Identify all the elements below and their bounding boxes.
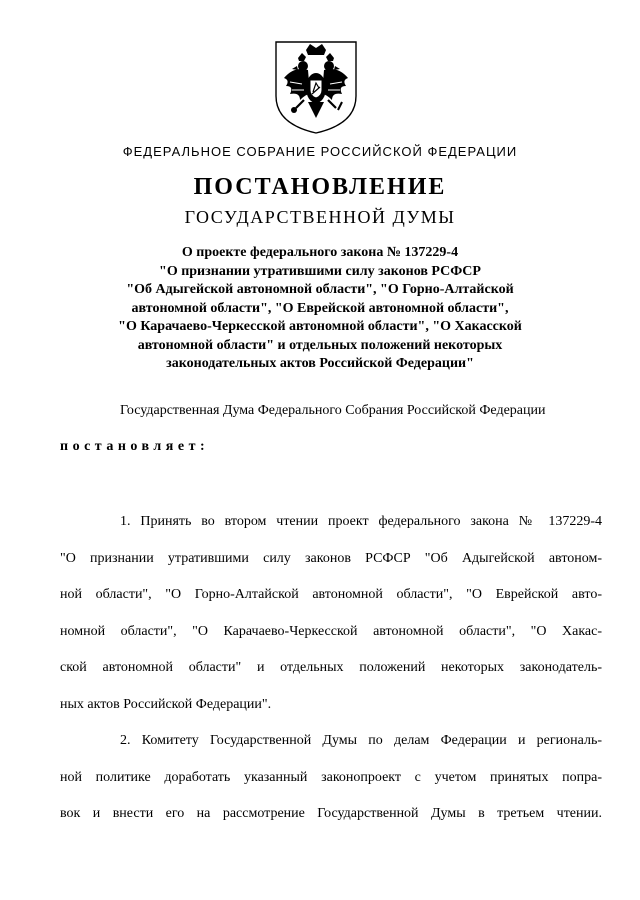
- paragraph-line: вок и внести его на рассмотрение Государственной Думы в третьем чтении.: [60, 806, 602, 821]
- resolves-word: постановляет:: [60, 439, 210, 454]
- coat-of-arms-icon: [268, 36, 364, 136]
- title-line: автономной области", "О Еврейской автономной области",: [131, 300, 509, 316]
- title-line: автономной области" и отдельных положений некоторых: [137, 337, 503, 353]
- preamble: Государственная Дума Федерального Собрания Российской Федерации: [120, 403, 546, 418]
- title-line: "О Карачаево-Черкесской автономной области", "О Хакасской: [118, 319, 522, 334]
- paragraph-line: ной области", "О Горно-Алтайской автономной области", "О Еврейской авто-: [60, 587, 602, 602]
- paragraph-1: [60, 504, 602, 723]
- document-type: ПОСТАНОВЛЕНИЕ: [193, 174, 447, 200]
- emblem-drawing: [268, 36, 364, 136]
- paragraph-line: 2. Комитету Государственной Думы по делам Федерации и региональ-: [120, 733, 602, 748]
- paragraph-line: ной политике доработать указанный законопроект с учетом принятых попра-: [60, 769, 602, 785]
- title-line: законодательных актов Российской Федерации": [166, 356, 474, 371]
- paragraph-line: 1. Принять во втором чтении проект федерального закона № 137229-4: [120, 514, 602, 529]
- title-line: "О признании утратившими силу законов РСФСР: [159, 263, 481, 279]
- title-line: О проекте федерального закона № 137229-4: [181, 245, 459, 260]
- resolution-title: [100, 244, 540, 374]
- paragraph-line: номной области", "О Карачаево-Черкесской автономной области", "О Хакас-: [60, 623, 602, 639]
- paragraph-2: [60, 723, 602, 833]
- document-issuer: ГОСУДАРСТВЕННОЙ ДУМЫ: [184, 207, 456, 227]
- assembly-name: ФЕДЕРАЛЬНОЕ СОБРАНИЕ РОССИЙСКОЙ ФЕДЕРАЦИИ: [122, 144, 518, 159]
- paragraph-line: ных актов Российской Федерации".: [60, 696, 272, 712]
- title-line: "Об Адыгейской автономной области", "О Горно-Алтайской: [126, 282, 514, 297]
- paragraph-line: "О признании утратившими силу законов РСФСР "Об Адыгейской автоном-: [60, 550, 602, 566]
- paragraph-line: ской автономной области" и отдельных положений некоторых законодатель-: [60, 660, 602, 675]
